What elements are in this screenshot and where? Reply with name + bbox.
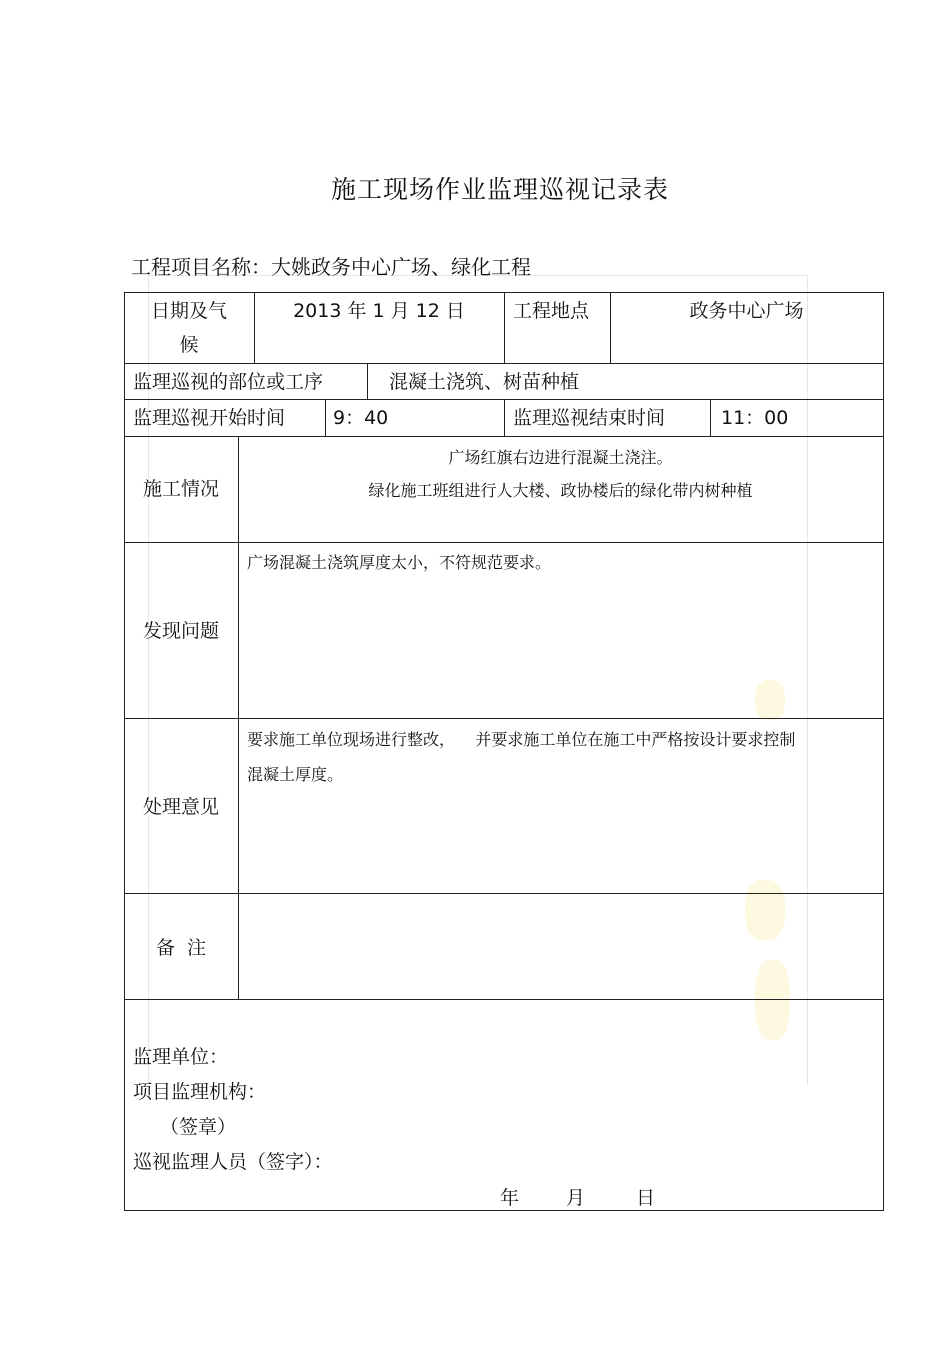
- project-label: 工程项目名称：: [131, 255, 271, 279]
- table-border-right: [883, 292, 884, 1211]
- table-border-left: [124, 292, 125, 1211]
- inspector-signature: 巡视监理人员（签字）：: [133, 1151, 333, 1173]
- date-weather-label-line1: 日期及气: [150, 300, 227, 322]
- site-value: 政务中心广场: [689, 300, 804, 322]
- supervision-unit: 监理单位：: [133, 1046, 229, 1068]
- row-divider: [124, 999, 884, 1000]
- remarks-label: 备 注: [155, 937, 207, 959]
- end-time-value: 11：00: [721, 407, 789, 429]
- scan-stain: [755, 960, 790, 1040]
- date-weather-label: [124, 294, 254, 362]
- project-name: [131, 251, 531, 280]
- col-divider: [504, 292, 505, 363]
- date-value: 2013 年 1 月 12 日: [293, 300, 465, 322]
- date-month: 月: [566, 1187, 586, 1209]
- handling-line2: 混凝土厚度。: [247, 765, 344, 784]
- seal-note: （签章）: [160, 1116, 237, 1138]
- problems-label: 发现问题: [142, 620, 219, 642]
- col-divider: [710, 399, 711, 436]
- scan-artifact-line: [807, 275, 808, 1085]
- date-day: 日: [636, 1187, 656, 1209]
- scan-stain: [745, 880, 785, 940]
- col-divider: [325, 399, 326, 436]
- handling-label: 处理意见: [142, 796, 219, 818]
- site-label: 工程地点: [513, 300, 590, 322]
- construction-line2: 绿化施工班组进行人大楼、政协楼后的绿化带内树种植: [368, 481, 753, 500]
- scan-stain: [755, 680, 785, 720]
- handling-line1: 要求施工单位现场进行整改， 并要求施工单位在施工中严格按设计要求控制: [247, 730, 796, 749]
- project-value: 大姚政务中心广场、绿化工程: [271, 255, 531, 279]
- project-supervision-org: 项目监理机构：: [133, 1081, 267, 1103]
- start-time-label: 监理巡视开始时间: [133, 407, 286, 429]
- inspection-area-value: 混凝土浇筑、树苗种植: [389, 371, 580, 393]
- col-divider: [238, 436, 239, 999]
- page-title: 施工现场作业监理巡视记录表: [330, 175, 669, 204]
- start-time-value: 9：40: [333, 407, 389, 429]
- construction-line1: 广场红旗右边进行混凝土浇注。: [448, 448, 673, 467]
- date-year: 年: [500, 1187, 520, 1209]
- inspection-area-label: 监理巡视的部位或工序: [133, 371, 324, 393]
- col-divider: [504, 399, 505, 436]
- row-divider: [124, 363, 884, 364]
- construction-label: 施工情况: [142, 478, 219, 500]
- problems-text: 广场混凝土浇筑厚度太小，不符规范要求。: [247, 553, 552, 572]
- col-divider: [367, 363, 368, 399]
- end-time-label: 监理巡视结束时间: [513, 407, 666, 429]
- date-weather-label-line2: 候: [179, 334, 199, 356]
